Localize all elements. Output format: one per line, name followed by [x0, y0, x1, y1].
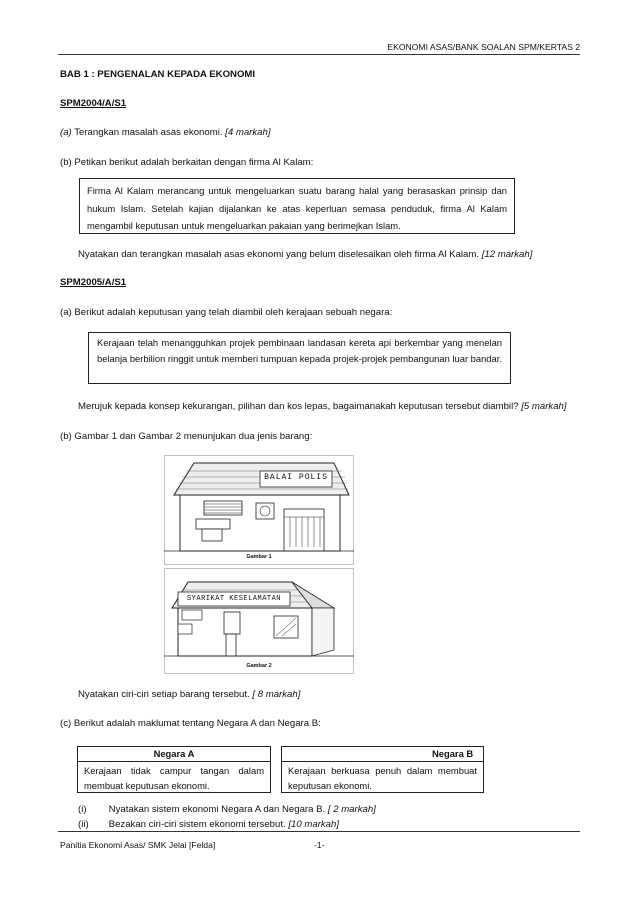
country-b-box [281, 746, 484, 793]
marks: [5 markah] [521, 401, 567, 412]
marks: [ 2 markah] [327, 804, 376, 815]
question-1b-task [78, 249, 532, 260]
figure-security-company [164, 568, 354, 674]
question-label: (b) [60, 431, 72, 442]
question-label: (a) [60, 307, 72, 318]
question-text: Nyatakan sistem ekonomi Negara A dan Negara B. [108, 804, 326, 815]
question-label: (a) [60, 127, 72, 138]
figure-caption: Gambar 1 [246, 554, 272, 560]
footer-text: Panitia Ekonomi Asas/ SMK Jelai [Felda] [60, 840, 216, 850]
question-text: Gambar 1 dan Gambar 2 menunjukan dua jenis barang: [74, 431, 313, 442]
question-label: (b) [60, 157, 72, 168]
question-2a [60, 307, 392, 318]
country-b-text: Kerajaan berkuasa penuh dalam membuat keputusan ekonomi. [288, 765, 477, 791]
country-b-title: Negara B [282, 747, 483, 762]
section-code-2004: SPM2004/A/S1 [60, 98, 127, 109]
question-text: Nyatakan dan terangkan masalah asas ekonomi yang belum diselesaikan oleh firma Al Kalam. [78, 249, 480, 260]
question-text: Berikut adalah keputusan yang telah diambil oleh kerajaan sebuah negara: [74, 307, 393, 318]
question-1b [60, 157, 313, 168]
question-label: (i) [78, 804, 87, 815]
country-a-box [77, 746, 271, 793]
question-2b-task [78, 689, 300, 700]
question-label: (c) [60, 718, 72, 729]
question-text: Berikut adalah maklumat tentang Negara A dan Negara B: [73, 718, 321, 729]
security-company-drawing [164, 568, 354, 674]
marks: [10 markah] [288, 819, 340, 830]
header-rule [58, 54, 580, 55]
marks: [12 markah] [481, 249, 533, 260]
question-2c-i [78, 804, 376, 815]
question-text: Nyatakan ciri-ciri setiap barang tersebut. [78, 689, 250, 700]
section-code-2005: SPM2005/A/S1 [60, 277, 127, 288]
question-text: Bezakan ciri-ciri sistem ekonomi tersebut. [108, 819, 286, 830]
marks: [4 markah] [225, 127, 271, 138]
question-1a [60, 127, 271, 138]
passage-box-kerajaan: Kerajaan telah menangguhkan projek pembinaan landasan kereta api berkembar yang menelan belanja berbilion ringgit untuk memberi tumpuan kepada projek-projek pembangunan luar bandar. [88, 332, 511, 384]
question-2c [60, 718, 321, 729]
police-sign-text: BALAI POLIS [264, 473, 328, 482]
figure-caption: Gambar 2 [246, 663, 272, 669]
passage-box-al-kalam: Firma Al Kalam merancang untuk mengeluarkan suatu barang halal yang berasaskan prinsip dan hukum Islam. Setelah kajian dijalankan ke atas keperluan semasa penduduk, firma Al Kalam mengambil keputusan untuk mengeluarkan pakaian yang berimejkan Islam. [79, 178, 515, 234]
security-sign-text: SYARIKAT KESELAMATAN [186, 595, 281, 603]
footer-rule [58, 831, 580, 832]
question-text: Terangkan masalah asas ekonomi. [74, 127, 223, 138]
figure-police-station [164, 455, 354, 565]
running-header: EKONOMI ASAS/BANK SOALAN SPM/KERTAS 2 [387, 42, 580, 52]
country-a-title: Negara A [78, 747, 270, 762]
marks: [ 8 markah] [252, 689, 301, 700]
question-text: Merujuk kepada konsep kekurangan, pilihan dan kos lepas, bagaimanakah keputusan tersebut diambil? [78, 401, 519, 412]
question-2b [60, 431, 312, 442]
question-text: Petikan berikut adalah berkaitan dengan firma Al Kalam: [74, 157, 314, 168]
question-label: (ii) [78, 819, 89, 830]
police-station-drawing [164, 455, 354, 565]
country-a-text: Kerajaan tidak campur tangan dalam membuat keputusan ekonomi. [84, 765, 264, 791]
page-number: -1- [314, 840, 325, 850]
question-2c-ii [78, 819, 339, 830]
question-2a-task [78, 401, 567, 412]
chapter-title: BAB 1 : PENGENALAN KEPADA EKONOMI [60, 69, 256, 80]
